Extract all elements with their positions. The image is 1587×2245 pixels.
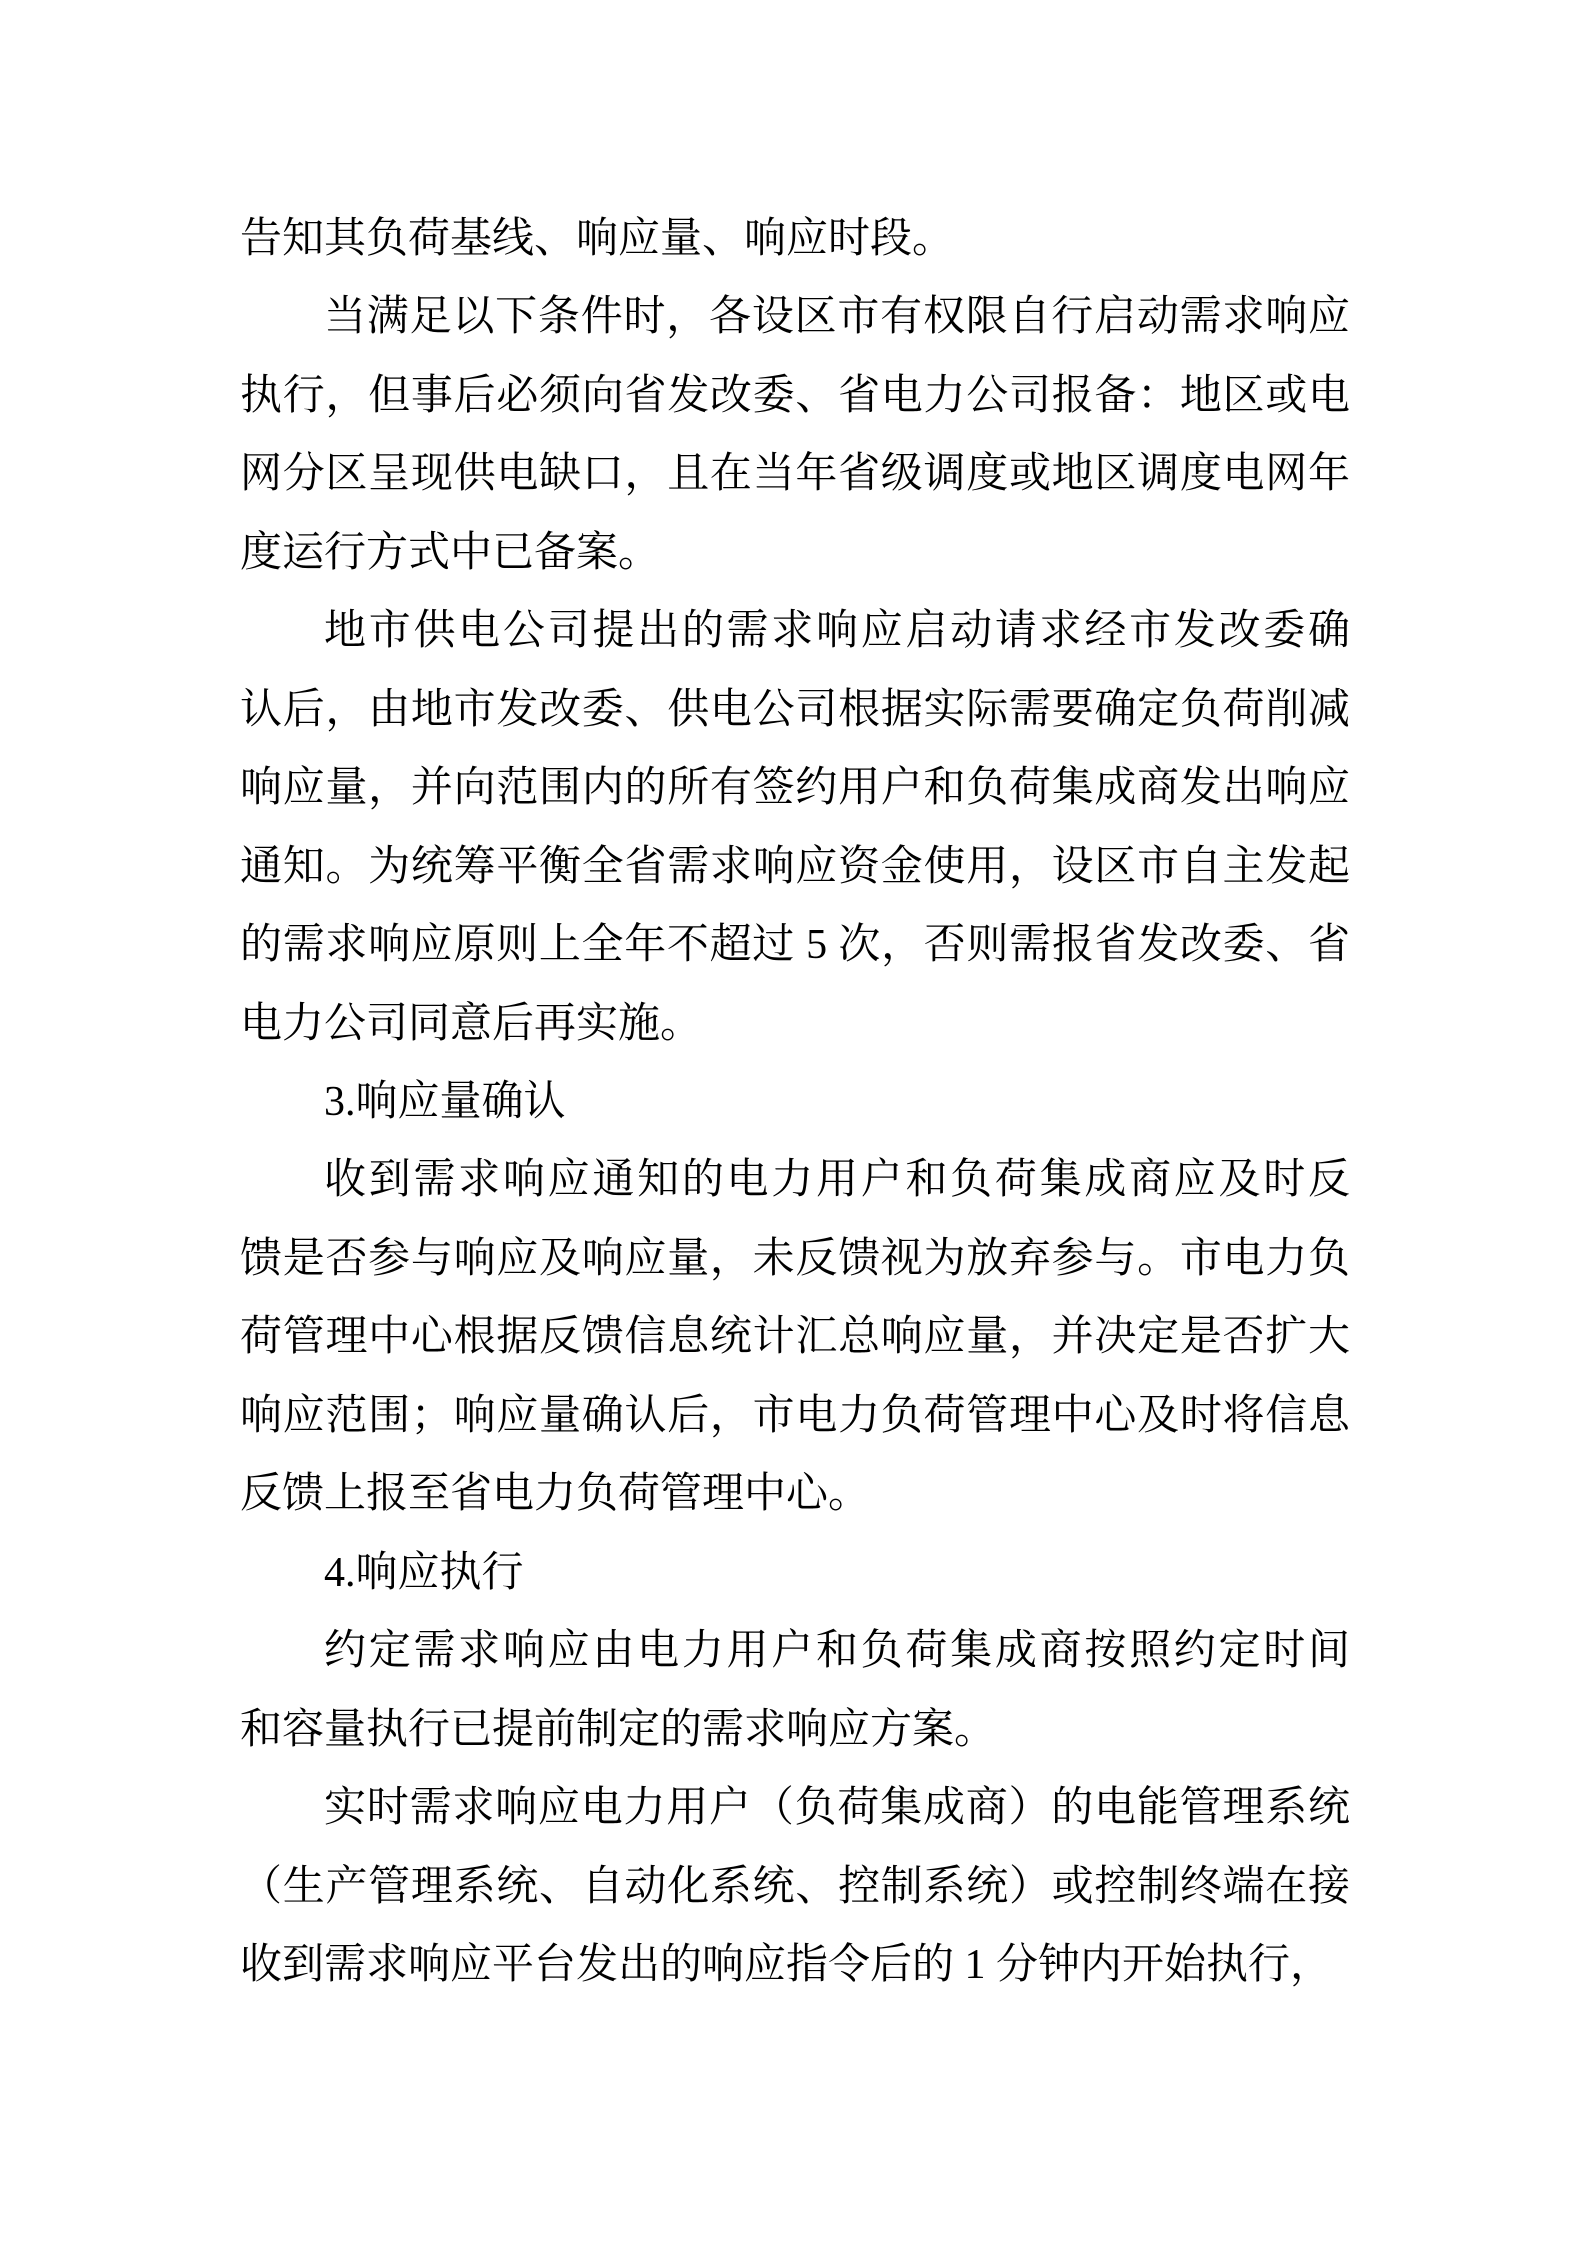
document-line: 度运行方式中已备案。: [240, 529, 661, 576]
document-line: 和容量执行已提前制定的需求响应方案。: [240, 1706, 997, 1753]
document-line: （生产管理系统、自动化系统、控制系统）或控制终端在接: [240, 1863, 1350, 1910]
numbered-heading: 3.响应量确认: [324, 1078, 566, 1125]
document-text-block: [240, 200, 1350, 2004]
numbered-heading: 4.响应执行: [324, 1549, 524, 1596]
document-line: 实时需求响应电力用户（负荷集成商）的电能管理系统: [324, 1785, 1350, 1832]
document-line: 收到需求响应通知的电力用户和负荷集成商应及时反: [324, 1157, 1350, 1204]
document-line: 收到需求响应平台发出的响应指令后的 1 分钟内开始执行，: [240, 1941, 1333, 1988]
document-line: 当满足以下条件时，各设区市有权限自行启动需求响应: [324, 294, 1350, 341]
document-line: 电力公司同意后再实施。: [240, 1000, 703, 1047]
document-line: 荷管理中心根据反馈信息统计汇总响应量，并决定是否扩大: [240, 1314, 1350, 1361]
document-line: 认后，由地市发改委、供电公司根据实际需要确定负荷削减: [240, 686, 1350, 733]
document-line: 响应量，并向范围内的所有签约用户和负荷集成商发出响应: [240, 765, 1350, 812]
document-line: 反馈上报至省电力负荷管理中心。: [240, 1471, 871, 1518]
document-line: 执行，但事后必须向省发改委、省电力公司报备：地区或电: [240, 372, 1350, 419]
document-line: 告知其负荷基线、响应量、响应时段。: [240, 216, 955, 262]
document-line: 地市供电公司提出的需求响应启动请求经市发改委确: [324, 608, 1350, 655]
document-line: 约定需求响应由电力用户和负荷集成商按照约定时间: [324, 1628, 1350, 1675]
document-line: 馈是否参与响应及响应量，未反馈视为放弃参与。市电力负: [240, 1235, 1350, 1282]
document-line: 响应范围；响应量确认后，市电力负荷管理中心及时将信息: [240, 1392, 1350, 1439]
document-line: 网分区呈现供电缺口，且在当年省级调度或地区调度电网年: [240, 451, 1350, 498]
document-line: 通知。为统筹平衡全省需求响应资金使用，设区市自主发起: [240, 843, 1350, 890]
document-line: 的需求响应原则上全年不超过 5 次，否则需报省发改委、省: [240, 922, 1350, 969]
